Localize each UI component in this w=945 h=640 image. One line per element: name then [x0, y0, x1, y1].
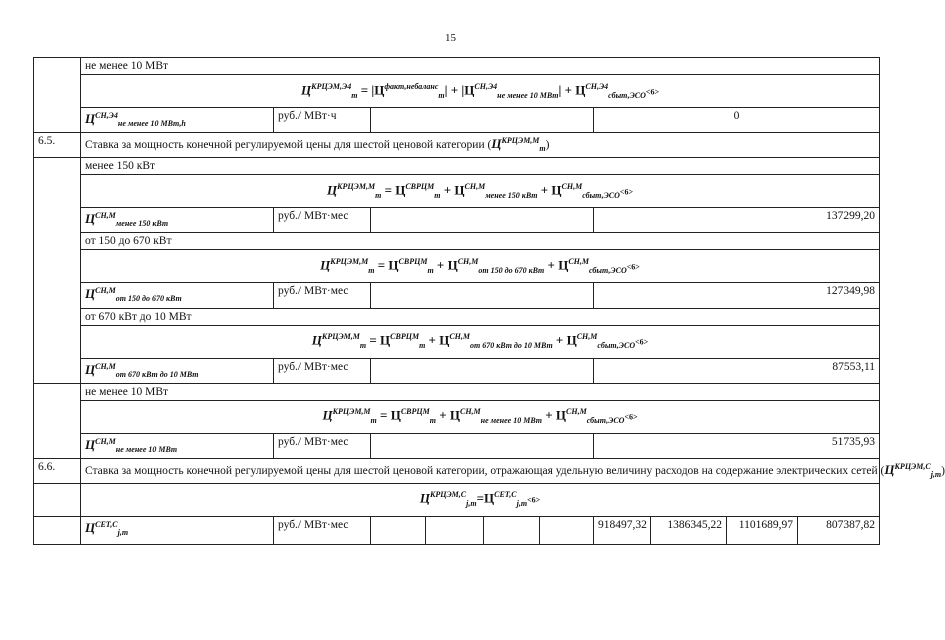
value-cell: 918497,32 [594, 516, 651, 544]
value-cell: 807387,82 [798, 516, 880, 544]
row-range-formula [34, 325, 880, 358]
empty-cell [371, 358, 594, 383]
row-range-value [34, 208, 880, 233]
empty-cell [371, 108, 594, 133]
empty-cell [484, 516, 540, 544]
row-range-value [34, 283, 880, 308]
range-label: не менее 10 МВт [81, 58, 880, 75]
row-range-formula [34, 175, 880, 208]
cell-empty-num [34, 383, 81, 458]
empty-cell [371, 208, 594, 233]
symbol-cell: $Ц^{СН,М}_{от 670 кВт до 10 МВт}$ [81, 358, 274, 383]
section-title: Ставка за мощность конечной регулируемой цены для шестой ценовой категории, отражающая удельную величину расходов на содержание электрических сетей $(Ц^{КРЦЭМ,С}_{j,m})$ [81, 458, 880, 483]
symbol-cell: $Ц^{СЕТ,С}_{j,m}$ [81, 516, 274, 544]
formula-krcem-e4: $Ц^{КРЦЭМ,Э4}_m = |Ц^{факт,небаланс}_m| + |Ц^{СН,Э4}_{не менее 10 МВт}| + Ц^{СН,Э4}_{сбыт,ЭСО}<6>$ [81, 75, 880, 108]
row-range-value [34, 358, 880, 383]
formula-krcem-c: $Ц^{КРЦЭМ,С}_{j,m}=Ц^{СЕТ,С}_{j,m}<6>$ [81, 483, 880, 516]
row-66-value [34, 516, 880, 544]
symbol-cell: $Ц^{СН,Э4}_{не менее 10 МВт,h}$ [81, 108, 274, 133]
symbol-cell: $Ц^{СН,М}_{не менее 10 МВт}$ [81, 433, 274, 458]
range-label: от 670 кВт до 10 МВт [81, 308, 880, 325]
unit-cell: руб./ МВт·мес [274, 516, 371, 544]
row-range-formula [34, 250, 880, 283]
range-label: от 150 до 670 кВт [81, 233, 880, 250]
unit-cell: руб./ МВт·мес [274, 358, 371, 383]
unit-cell: руб./ МВт·мес [274, 433, 371, 458]
range-label: не менее 10 МВт [81, 383, 880, 400]
empty-cell [540, 516, 594, 544]
row-66-title [34, 458, 880, 483]
symbol-cell: $Ц^{СН,М}_{менее 150 кВт}$ [81, 208, 274, 233]
empty-cell [426, 516, 484, 544]
formula-krcem-m: $Ц^{КРЦЭМ,М}_m = Ц^{СВРЦМ}_m + Ц^{СН,М}_{не менее 10 МВт} + Ц^{СН,М}_{сбыт,ЭСО}<6>$ [81, 400, 880, 433]
symbol-cell: $Ц^{СН,М}_{от 150 до 670 кВт}$ [81, 283, 274, 308]
empty-cell [371, 516, 426, 544]
row-range-label [34, 308, 880, 325]
row-range-formula [34, 400, 880, 433]
row-range-label [34, 233, 880, 250]
value-cell: 1101689,97 [727, 516, 798, 544]
formula-krcem-m: $Ц^{КРЦЭМ,М}_m = Ц^{СВРЦМ}_m + Ц^{СН,М}_{менее 150 кВт} + Ц^{СН,М}_{сбыт,ЭСО}<6>$ [81, 175, 880, 208]
unit-cell: руб./ МВт·мес [274, 283, 371, 308]
row-66-formula [34, 483, 880, 516]
formula-krcem-m: $Ц^{КРЦЭМ,М}_m = Ц^{СВРЦМ}_m + Ц^{СН,М}_{от 150 до 670 кВт} + Ц^{СН,М}_{сбыт,ЭСО}<6>$ [81, 250, 880, 283]
unit-cell: руб./ МВт·ч [274, 108, 371, 133]
cell-empty-num [34, 58, 81, 133]
row-range-label [34, 383, 880, 400]
empty-cell [371, 283, 594, 308]
section-title: Ставка за мощность конечной регулируемой цены для шестой ценовой категории $(Ц^{КРЦЭМ,М}_m)$ [81, 133, 880, 158]
formula-krcem-m: $Ц^{КРЦЭМ,М}_m = Ц^{СВРЦМ}_m + Ц^{СН,М}_{от 670 кВт до 10 МВт} + Ц^{СН,М}_{сбыт,ЭСО}<6>$ [81, 325, 880, 358]
value-cell: 87553,11 [594, 358, 880, 383]
row-range-value [34, 433, 880, 458]
row-65-title [34, 133, 880, 158]
value-cell: 0 [594, 108, 880, 133]
section-number: 6.5. [34, 133, 81, 158]
section-number: 6.6. [34, 458, 81, 483]
page-number: 15 [445, 32, 456, 44]
unit-cell: руб./ МВт·мес [274, 208, 371, 233]
row-prev-formula [34, 75, 880, 108]
row-prev-label [34, 58, 880, 75]
cell-empty-num [34, 158, 81, 383]
value-cell: 1386345,22 [651, 516, 727, 544]
tariff-table [33, 57, 945, 545]
value-cell: 51735,93 [594, 433, 880, 458]
value-cell: 137299,20 [594, 208, 880, 233]
cell-empty-num [34, 483, 81, 516]
row-range-label [34, 158, 880, 175]
row-prev-value [34, 108, 880, 133]
value-cell: 127349,98 [594, 283, 880, 308]
range-label: менее 150 кВт [81, 158, 880, 175]
cell-empty-num [34, 516, 81, 544]
empty-cell [371, 433, 594, 458]
